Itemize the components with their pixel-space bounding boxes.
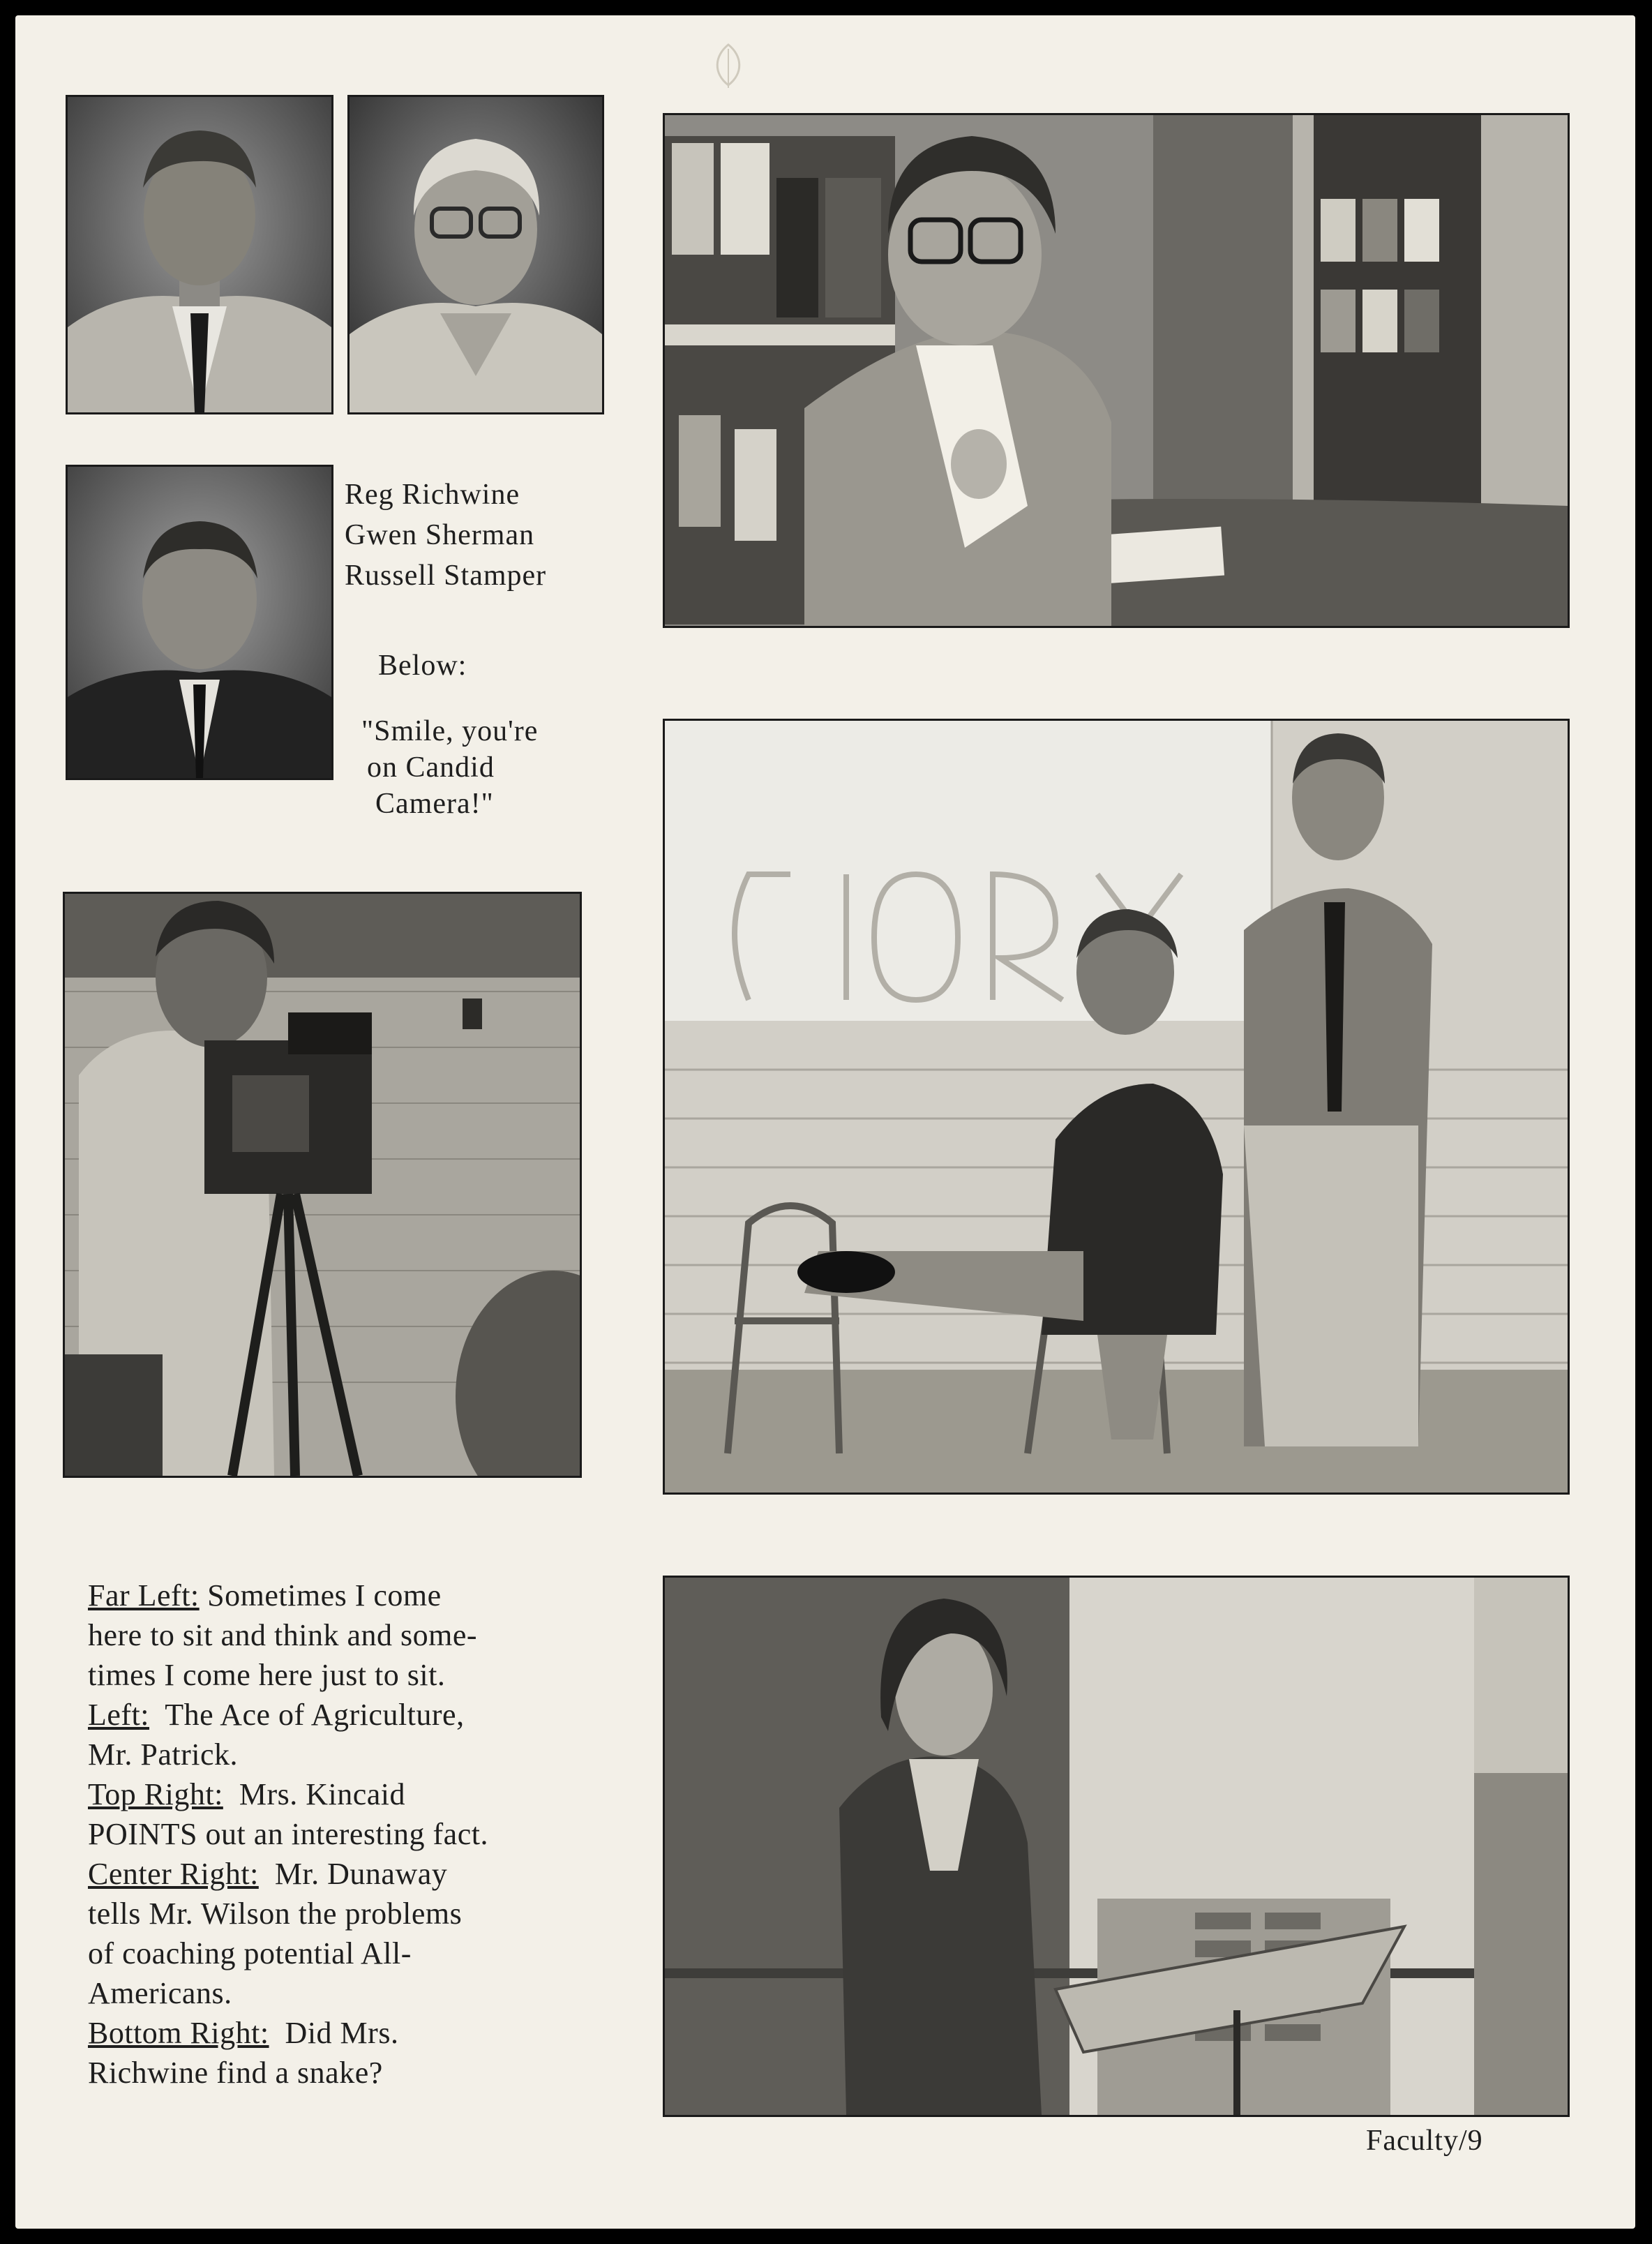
caption-label: Far Left: <box>88 1578 200 1613</box>
caption-line: of coaching potential All- <box>88 1936 412 1970</box>
caption-line: Mrs. Kincaid <box>223 1777 406 1811</box>
caption-line: here to sit and think and some- <box>88 1618 478 1652</box>
caption-far-left <box>88 1576 688 1695</box>
caption-label: Bottom Right: <box>88 2016 269 2050</box>
portrait-photo-2 <box>347 95 604 414</box>
caption-line: Richwine find a snake? <box>88 2056 383 2090</box>
caption-line: Did Mrs. <box>269 2016 399 2050</box>
portrait-name-1: Reg Richwine <box>345 479 520 511</box>
caption-line: POINTS out an interesting fact. <box>88 1817 488 1851</box>
caption-left <box>88 1695 688 1774</box>
caption-label: Center Right: <box>88 1857 259 1891</box>
caption-line: Americans. <box>88 1976 232 2010</box>
caption-label: Left: <box>88 1698 150 1732</box>
captions-block <box>88 1576 688 2093</box>
top-right-photo <box>663 113 1570 628</box>
portrait-name-2: Gwen Sherman <box>345 519 535 551</box>
portrait-names <box>345 474 546 596</box>
caption-label: Top Right: <box>88 1777 223 1811</box>
portrait-photo-1 <box>66 95 333 414</box>
quote-line-3: Camera!" <box>375 788 494 820</box>
caption-line: The Ace of Agriculture, <box>149 1698 465 1732</box>
caption-top-right <box>88 1774 688 1854</box>
leaf-icon <box>707 42 749 91</box>
portrait-photo-3 <box>66 465 333 780</box>
caption-line: times I come here just to sit. <box>88 1658 446 1692</box>
caption-center-right <box>88 1854 688 2013</box>
quote-line-1: "Smile, you're <box>361 715 539 747</box>
page-label: Faculty/9 <box>1366 2125 1483 2157</box>
caption-line: Mr. Patrick. <box>88 1737 238 1772</box>
quote-line-2: on Candid <box>367 751 495 784</box>
candid-quote <box>361 713 538 822</box>
below-label: Below: <box>378 650 467 682</box>
yearbook-page <box>15 15 1635 2229</box>
caption-bottom-right <box>88 2013 688 2093</box>
caption-line: tells Mr. Wilson the problems <box>88 1897 463 1931</box>
center-right-photo <box>663 719 1570 1495</box>
bottom-right-photo <box>663 1576 1570 2117</box>
portrait-name-3: Russell Stamper <box>345 560 547 592</box>
caption-line: Mr. Dunaway <box>258 1857 448 1891</box>
left-photo <box>63 892 582 1478</box>
caption-line: Sometimes I come <box>199 1578 442 1613</box>
